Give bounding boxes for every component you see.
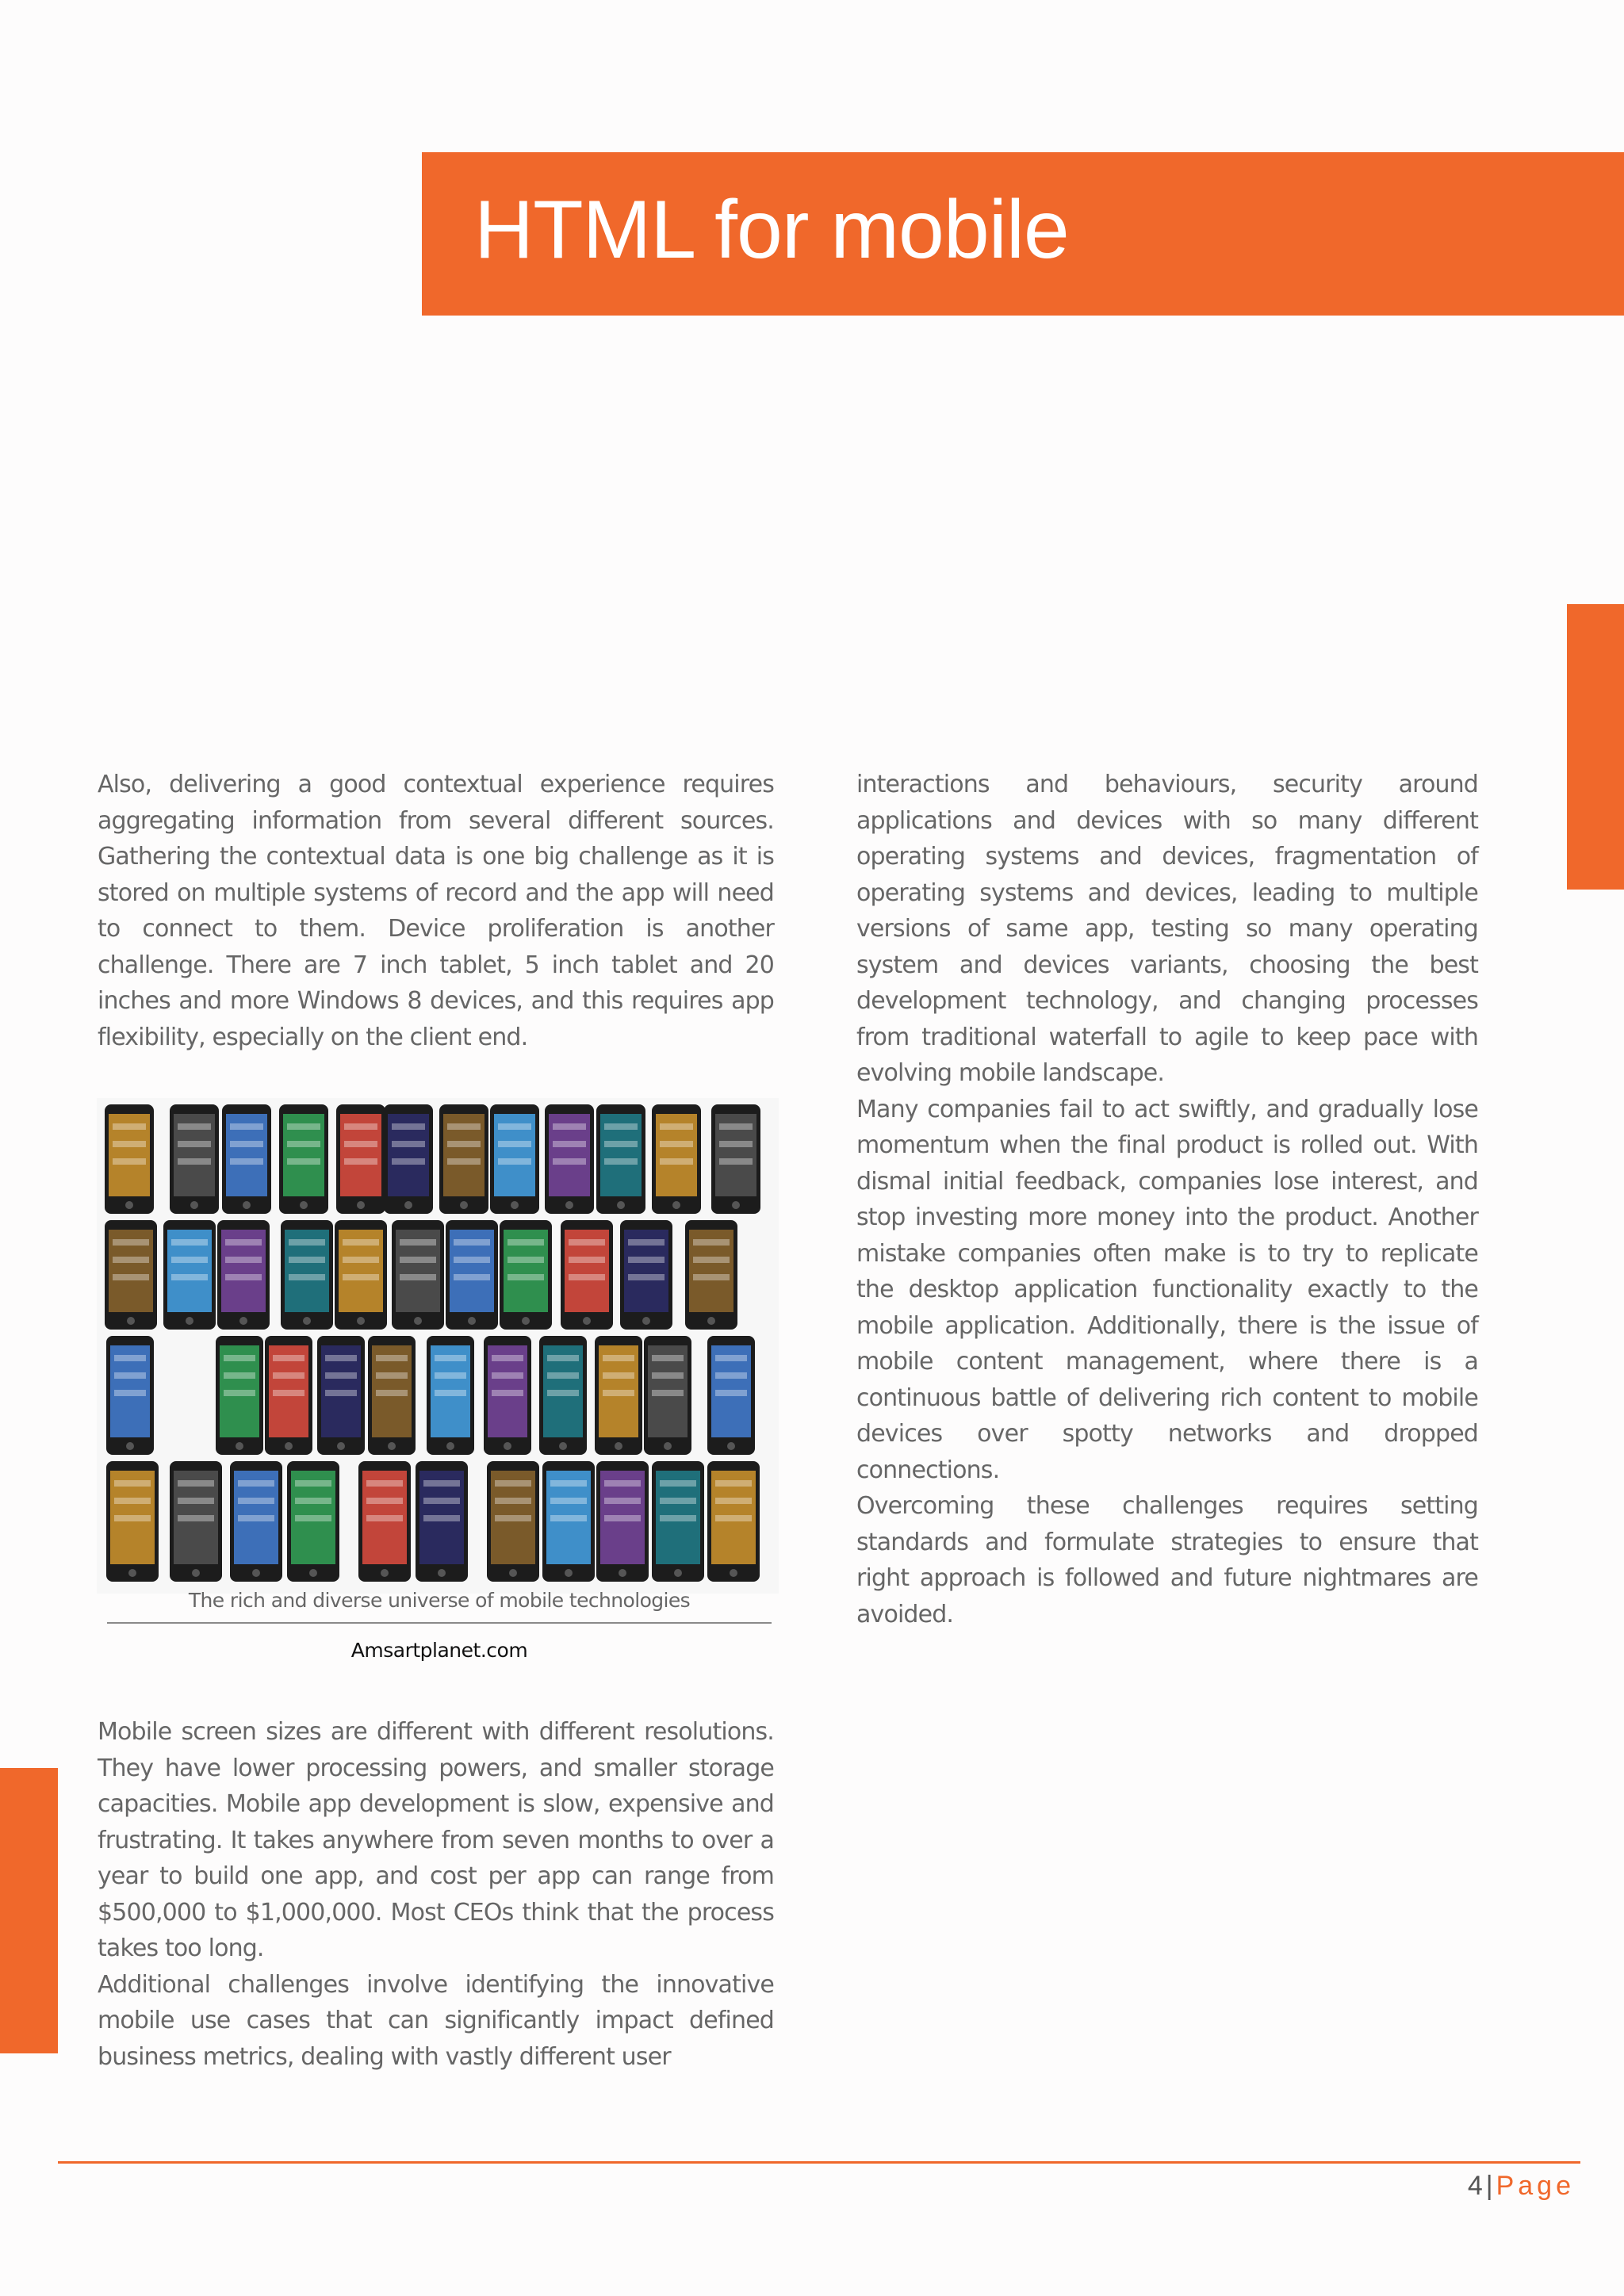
phone-screen-content bbox=[224, 1372, 255, 1379]
paragraph: Mobile screen sizes are different with different resolutions. They have lower processing powers, and smaller storage capacities. Mobile app development is slow, expensive and frustrating. It takes anywhere from seven months to over a year to build one app, and cost per app can range from $500,000 to $1,000,000. Most CEOs think that the process takes too long. bbox=[98, 1718, 774, 1962]
phone-home-button bbox=[509, 1569, 517, 1577]
phone-screen-content bbox=[113, 1239, 149, 1246]
phone-screen-content bbox=[660, 1141, 693, 1147]
phone-screen-content bbox=[435, 1390, 466, 1396]
phone-home-button bbox=[559, 1442, 567, 1450]
mobile-devices-figure bbox=[97, 1098, 779, 1594]
phone-screen-content bbox=[508, 1257, 544, 1263]
paragraph: Also, delivering a good contextual experience requires aggregating information from several different sources. Gathering the contextual data is one big challenge as it is stored on multiple systems of record and the app will need to connect to them. Device proliferation is another challenge. There are 7 inch tablet, 5 inch tablet and 20 inches and more Windows 8 devices, and this requires app flexibility, especially on the client end. bbox=[98, 771, 774, 1051]
phone-screen-content bbox=[230, 1141, 263, 1147]
phone-home-button bbox=[190, 1201, 198, 1209]
right-column bbox=[856, 767, 1478, 1632]
phone-screen-content bbox=[287, 1141, 320, 1147]
phone-screen-content bbox=[498, 1123, 531, 1130]
phone-screen-content bbox=[225, 1274, 262, 1280]
caption-divider bbox=[107, 1622, 772, 1624]
phone-screen-content bbox=[498, 1141, 531, 1147]
phone-screen-content bbox=[376, 1355, 408, 1361]
phone-screen-content bbox=[603, 1372, 634, 1379]
phone-screen-content bbox=[295, 1498, 331, 1504]
phone-screen-content bbox=[492, 1355, 523, 1361]
phone-screen-content bbox=[400, 1274, 436, 1280]
phone-screen-content bbox=[344, 1158, 377, 1165]
phone-screen-content bbox=[553, 1123, 586, 1130]
phone-screen-content bbox=[178, 1515, 214, 1521]
phone-screen-content bbox=[295, 1480, 331, 1487]
phone-screen-content bbox=[715, 1515, 752, 1521]
phone-home-button bbox=[732, 1201, 740, 1209]
phone-home-button bbox=[615, 1442, 622, 1450]
page-number bbox=[1468, 2171, 1575, 2202]
phone-screen-content bbox=[604, 1498, 641, 1504]
phone-home-button bbox=[243, 1201, 251, 1209]
phone-screen-content bbox=[114, 1498, 151, 1504]
phone-home-button bbox=[414, 1317, 422, 1325]
phone-screen-content bbox=[113, 1123, 146, 1130]
phone-screen-content bbox=[553, 1158, 586, 1165]
phone-home-button bbox=[674, 1569, 682, 1577]
phone-screen-content bbox=[325, 1355, 357, 1361]
phone-screen-content bbox=[492, 1372, 523, 1379]
phone-screen-content bbox=[230, 1123, 263, 1130]
phone-home-button bbox=[619, 1569, 626, 1577]
accent-bar-right bbox=[1567, 604, 1624, 890]
paragraph: interactions and behaviours, security around applications and devices with so many different operating systems and devices, fragmentation of operating systems and devices, leading to multiple versions of same app, testing so many operating system and devices variants, choosing the best development technology, and changing processes from traditional waterfall to agile to keep pace with evolving mobile landscape. bbox=[856, 771, 1478, 1087]
phone-screen-content bbox=[547, 1372, 579, 1379]
phone-home-button bbox=[446, 1442, 454, 1450]
phone-screen-content bbox=[550, 1515, 587, 1521]
phone-home-button bbox=[388, 1442, 396, 1450]
phone-screen-content bbox=[547, 1355, 579, 1361]
page-label: Page bbox=[1496, 2171, 1575, 2201]
phone-screen-content bbox=[495, 1498, 531, 1504]
phone-home-button bbox=[664, 1442, 672, 1450]
phone-screen-content bbox=[604, 1141, 638, 1147]
phone-screen-content bbox=[652, 1355, 684, 1361]
phone-screen-content bbox=[392, 1158, 425, 1165]
phone-screen-content bbox=[114, 1390, 146, 1396]
phone-screen-content bbox=[113, 1274, 149, 1280]
phone-screen-content bbox=[114, 1355, 146, 1361]
phone-screen-content bbox=[366, 1498, 403, 1504]
page-number-separator: | bbox=[1485, 2171, 1493, 2201]
phone-screen-content bbox=[715, 1498, 752, 1504]
left-column-top bbox=[98, 767, 774, 1055]
phone-screen-content bbox=[660, 1480, 696, 1487]
phone-home-button bbox=[504, 1442, 511, 1450]
phone-home-button bbox=[404, 1201, 412, 1209]
phone-screen-content bbox=[603, 1390, 634, 1396]
phone-home-button bbox=[583, 1317, 591, 1325]
phone-screen-content bbox=[400, 1239, 436, 1246]
phone-screen-content bbox=[715, 1355, 747, 1361]
phone-home-button bbox=[730, 1569, 737, 1577]
phone-home-button bbox=[236, 1442, 243, 1450]
phone-screen-content bbox=[238, 1515, 274, 1521]
footer-divider bbox=[58, 2161, 1580, 2164]
phone-screen-content bbox=[289, 1257, 325, 1263]
phone-screen-content bbox=[178, 1480, 214, 1487]
phone-screen-content bbox=[569, 1239, 605, 1246]
phone-home-button bbox=[192, 1569, 200, 1577]
phone-screen-content bbox=[660, 1515, 696, 1521]
phone-screen-content bbox=[498, 1158, 531, 1165]
phone-screen-content bbox=[114, 1372, 146, 1379]
phone-home-button bbox=[125, 1201, 133, 1209]
phone-screen-content bbox=[238, 1480, 274, 1487]
phone-screen-content bbox=[238, 1498, 274, 1504]
phone-screen-content bbox=[423, 1480, 460, 1487]
phone-screen-content bbox=[344, 1141, 377, 1147]
phone-screen-content bbox=[660, 1498, 696, 1504]
phone-screen-content bbox=[287, 1123, 320, 1130]
accent-bar-left bbox=[0, 1768, 58, 2053]
phone-home-button bbox=[468, 1317, 476, 1325]
phone-screen-content bbox=[113, 1158, 146, 1165]
paragraph: Many companies fail to act swiftly, and gradually lose momentum when the final product is rolled out. With dismal initial feedback, companies lose interest, and stop investing more money into the product. Another mistake companies often make is to try to replicate the desktop application functionality exactly to the mobile application. Additionally, there is the issue of mobile content management, where there is a continuous battle of delivering rich content to mobile devices over spotty networks and dropped connections. bbox=[856, 1095, 1478, 1484]
phone-screen-content bbox=[273, 1355, 304, 1361]
phone-screen-content bbox=[508, 1239, 544, 1246]
phone-screen-content bbox=[693, 1239, 730, 1246]
phone-home-button bbox=[727, 1442, 735, 1450]
phone-screen-content bbox=[715, 1372, 747, 1379]
phone-screen-content bbox=[569, 1274, 605, 1280]
paragraph: Additional challenges involve identifying the innovative mobile use cases that can significantly impact defined business metrics, dealing with vastly different user bbox=[98, 1970, 774, 2071]
phone-screen-content bbox=[719, 1123, 753, 1130]
phone-home-button bbox=[460, 1201, 468, 1209]
phone-screen-content bbox=[715, 1480, 752, 1487]
phone-home-button bbox=[303, 1317, 311, 1325]
phone-screen-content bbox=[289, 1274, 325, 1280]
phone-screen-content bbox=[628, 1257, 665, 1263]
phone-screen-content bbox=[447, 1158, 481, 1165]
phone-screen-content bbox=[603, 1355, 634, 1361]
phone-screen-content bbox=[295, 1515, 331, 1521]
phone-home-button bbox=[186, 1317, 193, 1325]
phone-screen-content bbox=[113, 1141, 146, 1147]
phone-screen-content bbox=[366, 1515, 403, 1521]
phone-screen-content bbox=[628, 1239, 665, 1246]
phone-screen-content bbox=[376, 1390, 408, 1396]
phone-screen-content bbox=[492, 1390, 523, 1396]
page-number-value: 4 bbox=[1467, 2171, 1483, 2201]
phone-screen-content bbox=[454, 1239, 490, 1246]
phone-screen-content bbox=[114, 1480, 151, 1487]
phone-home-button bbox=[357, 1201, 365, 1209]
phone-screen-content bbox=[400, 1257, 436, 1263]
phone-screen-content bbox=[224, 1390, 255, 1396]
phone-screen-content bbox=[604, 1123, 638, 1130]
phone-screen-content bbox=[652, 1390, 684, 1396]
phone-screen-content bbox=[569, 1257, 605, 1263]
phone-screen-content bbox=[114, 1515, 151, 1521]
phone-screen-content bbox=[171, 1257, 208, 1263]
phone-screen-content bbox=[230, 1158, 263, 1165]
phone-screen-content bbox=[178, 1141, 211, 1147]
phone-screen-content bbox=[225, 1257, 262, 1263]
phone-screen-content bbox=[719, 1141, 753, 1147]
phone-screen-content bbox=[273, 1372, 304, 1379]
phone-screen-content bbox=[392, 1141, 425, 1147]
phone-screen-content bbox=[435, 1372, 466, 1379]
phone-home-button bbox=[252, 1569, 260, 1577]
phone-screen-content bbox=[652, 1372, 684, 1379]
title-banner bbox=[422, 152, 1624, 316]
phone-screen-content bbox=[495, 1515, 531, 1521]
phone-home-button bbox=[309, 1569, 317, 1577]
phone-home-button bbox=[381, 1569, 389, 1577]
phone-screen-content bbox=[178, 1123, 211, 1130]
phone-home-button bbox=[565, 1569, 573, 1577]
phone-home-button bbox=[128, 1569, 136, 1577]
phone-screen-content bbox=[273, 1390, 304, 1396]
phone-home-button bbox=[357, 1317, 365, 1325]
phone-screen-content bbox=[423, 1515, 460, 1521]
phone-home-button bbox=[337, 1442, 345, 1450]
phone-screen-content bbox=[553, 1141, 586, 1147]
phone-screen-content bbox=[604, 1480, 641, 1487]
phone-screen-content bbox=[289, 1239, 325, 1246]
phone-screen-content bbox=[178, 1158, 211, 1165]
phone-screen-content bbox=[547, 1390, 579, 1396]
phone-home-button bbox=[707, 1317, 715, 1325]
phone-screen-content bbox=[325, 1390, 357, 1396]
phone-home-button bbox=[127, 1317, 135, 1325]
phone-screen-content bbox=[225, 1239, 262, 1246]
phone-screen-content bbox=[343, 1239, 379, 1246]
phone-home-button bbox=[511, 1201, 519, 1209]
phone-screen-content bbox=[719, 1158, 753, 1165]
phone-screen-content bbox=[454, 1274, 490, 1280]
phone-screen-content bbox=[604, 1158, 638, 1165]
phone-screen-content bbox=[171, 1274, 208, 1280]
phone-screen-content bbox=[392, 1123, 425, 1130]
phone-screen-content bbox=[693, 1274, 730, 1280]
phone-screen-content bbox=[366, 1480, 403, 1487]
phone-screen-content bbox=[435, 1355, 466, 1361]
mobile-devices-collage bbox=[97, 1098, 779, 1594]
figure-source: Amsartplanet.com bbox=[350, 1639, 528, 1662]
phone-screen-content bbox=[495, 1480, 531, 1487]
phone-screen-content bbox=[508, 1274, 544, 1280]
phone-screen-content bbox=[628, 1274, 665, 1280]
phone-screen-content bbox=[343, 1274, 379, 1280]
phone-home-button bbox=[285, 1442, 293, 1450]
phone-home-button bbox=[300, 1201, 308, 1209]
phone-home-button bbox=[239, 1317, 247, 1325]
phone-screen-content bbox=[660, 1123, 693, 1130]
phone-screen-content bbox=[171, 1239, 208, 1246]
phone-screen-content bbox=[423, 1498, 460, 1504]
phone-screen-content bbox=[325, 1372, 357, 1379]
phone-screen-content bbox=[224, 1355, 255, 1361]
left-column-bottom bbox=[98, 1714, 774, 2075]
phone-screen-content bbox=[343, 1257, 379, 1263]
phone-home-button bbox=[617, 1201, 625, 1209]
phone-screen-content bbox=[454, 1257, 490, 1263]
phone-screen-content bbox=[660, 1158, 693, 1165]
page-title: HTML for mobile bbox=[474, 184, 1069, 276]
phone-home-button bbox=[565, 1201, 573, 1209]
phone-home-button bbox=[438, 1569, 446, 1577]
phone-screen-content bbox=[604, 1515, 641, 1521]
phone-screen-content bbox=[550, 1480, 587, 1487]
paragraph: Overcoming these challenges requires setting standards and formulate strategies to ensure that right approach is followed and future nightmares are avoided. bbox=[856, 1492, 1478, 1628]
phone-screen-content bbox=[550, 1498, 587, 1504]
phone-home-button bbox=[126, 1442, 134, 1450]
phone-screen-content bbox=[344, 1123, 377, 1130]
phone-screen-content bbox=[447, 1141, 481, 1147]
phone-home-button bbox=[672, 1201, 680, 1209]
phone-home-button bbox=[642, 1317, 650, 1325]
figure-caption: The rich and diverse universe of mobile technologies bbox=[188, 1589, 691, 1612]
phone-screen-content bbox=[178, 1498, 214, 1504]
phone-screen-content bbox=[287, 1158, 320, 1165]
phone-screen-content bbox=[715, 1390, 747, 1396]
phone-screen-content bbox=[693, 1257, 730, 1263]
phone-screen-content bbox=[376, 1372, 408, 1379]
phone-screen-content bbox=[113, 1257, 149, 1263]
phone-home-button bbox=[522, 1317, 530, 1325]
phone-screen-content bbox=[447, 1123, 481, 1130]
